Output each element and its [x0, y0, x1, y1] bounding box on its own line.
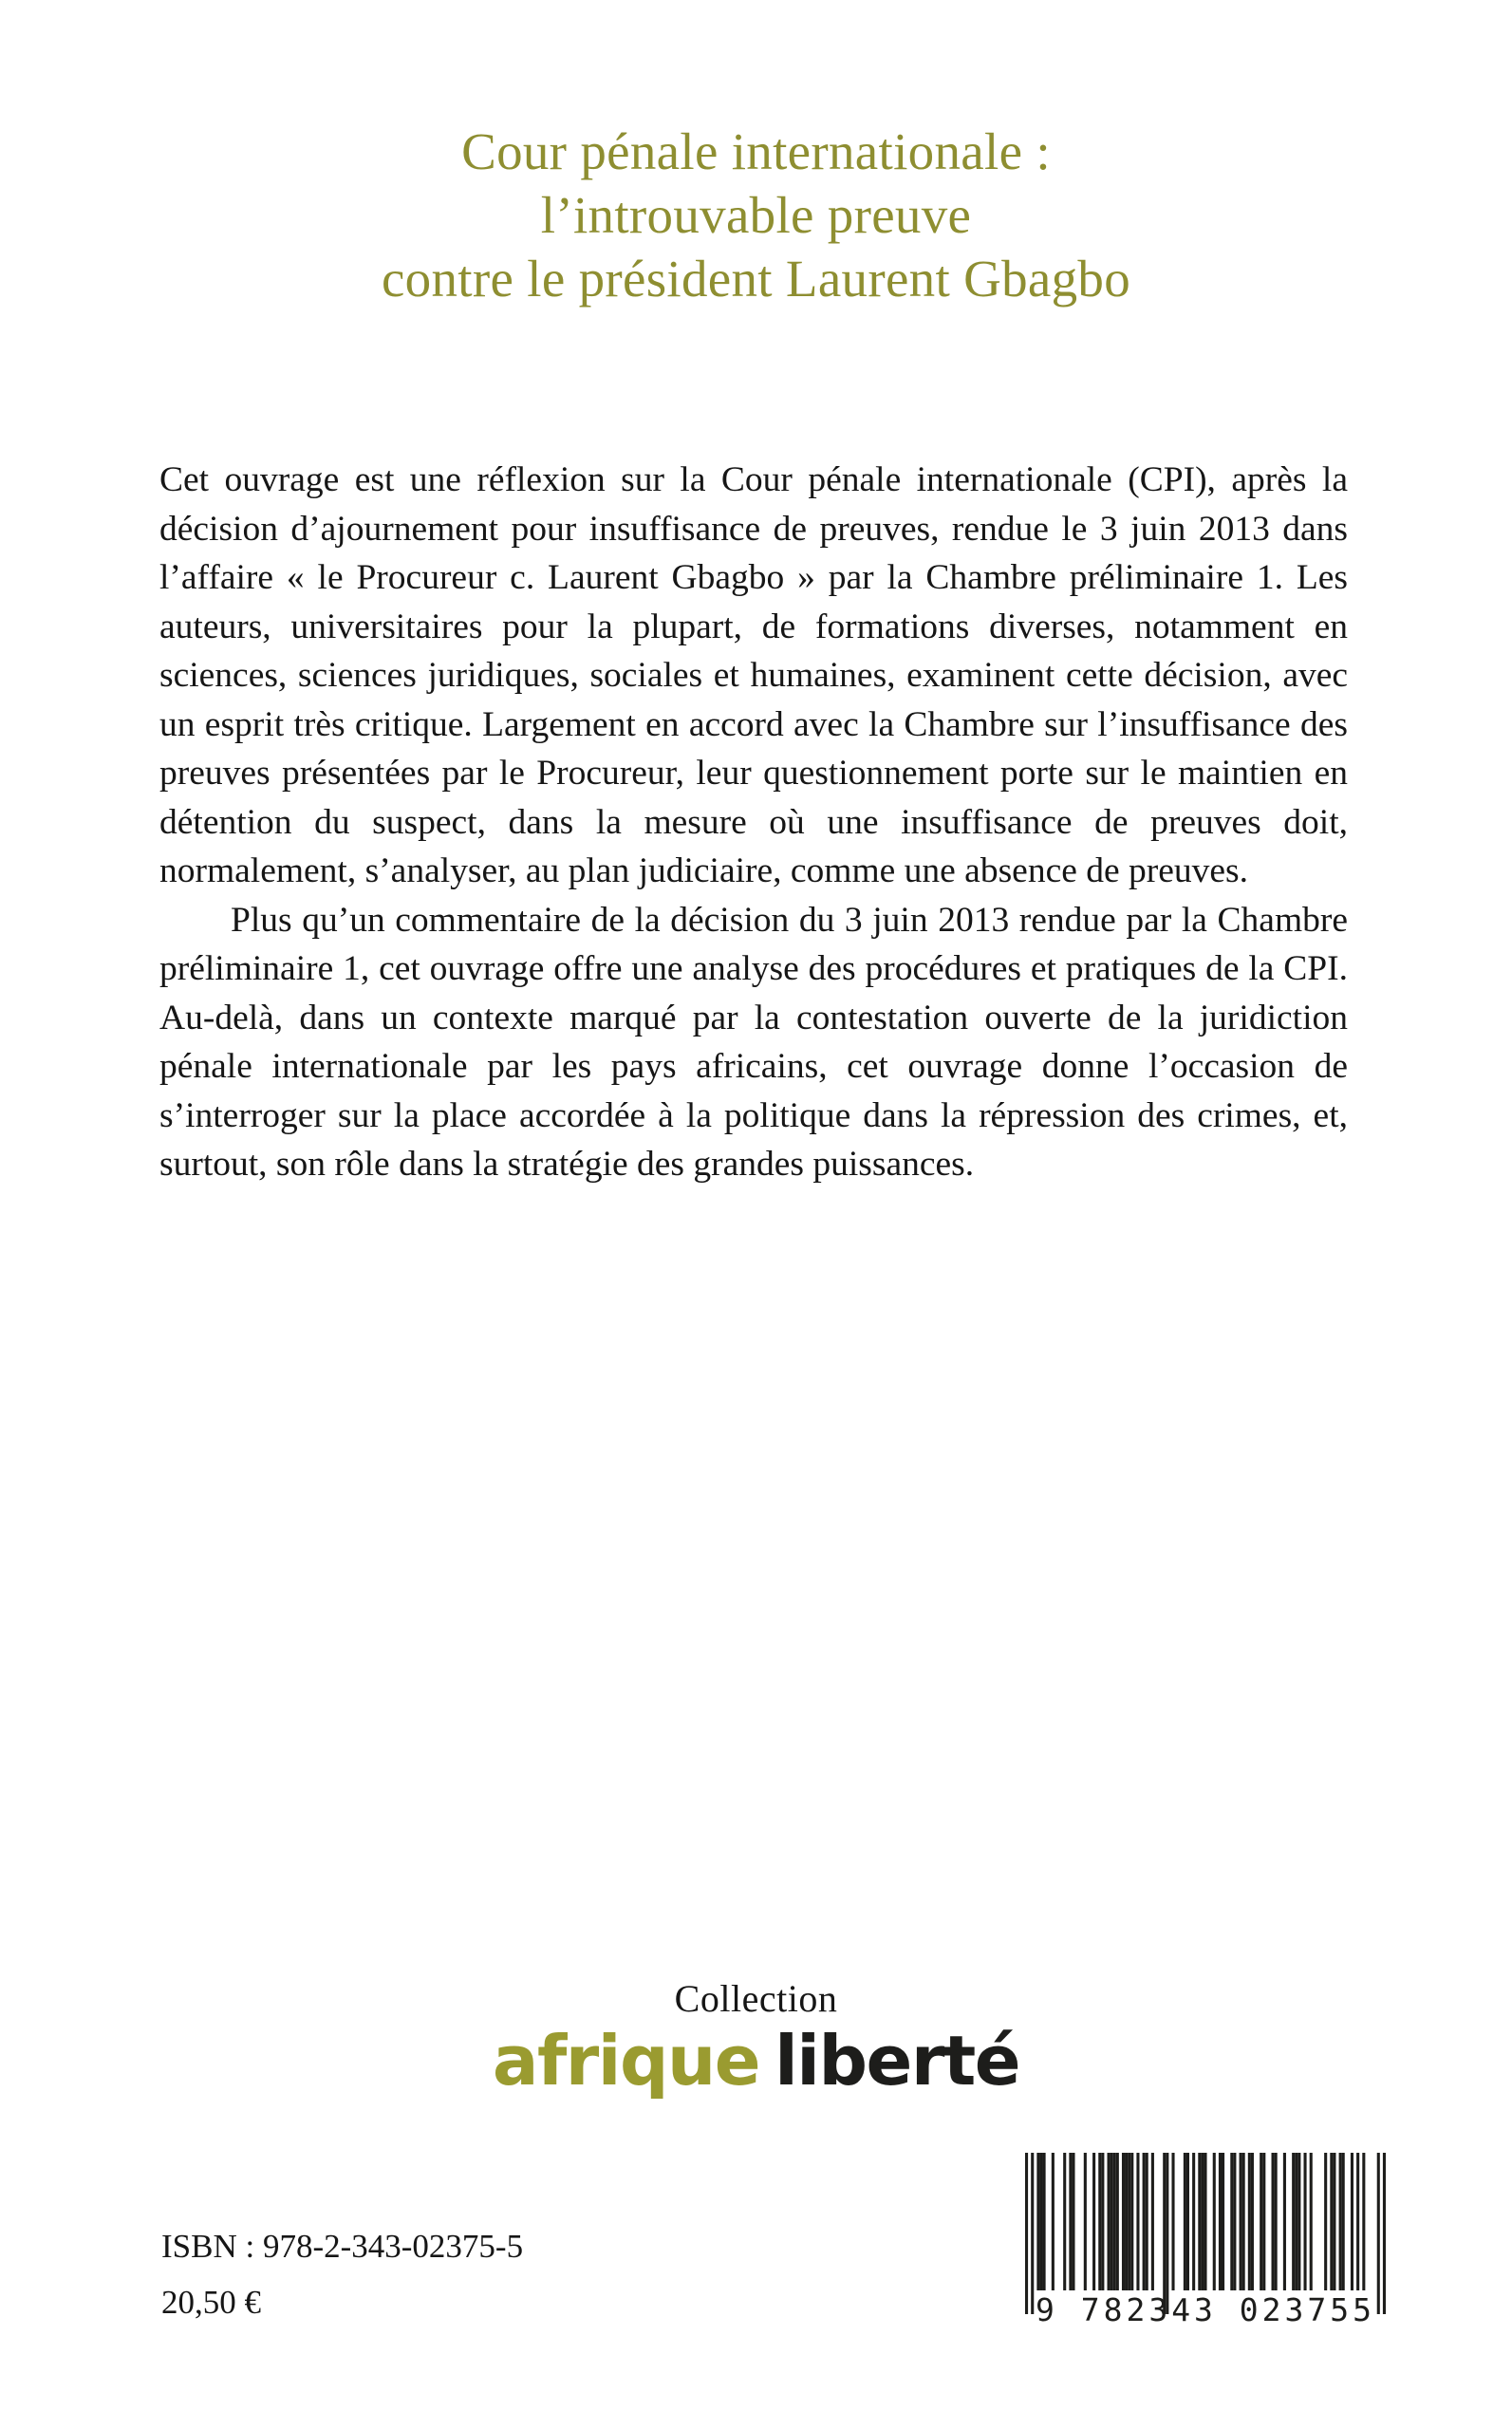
back-cover-blurb	[159, 456, 1348, 1189]
blurb-paragraph-2: Plus qu’un commentaire de la décision du 3 juin 2013 rendue par la Chambre préliminaire 1, cet ouvrage offre une analyse des procédures et pratiques de la CPI. Au-delà, dans un contexte marqué par la contestation ouverte de la juridiction pénale internationale par les pays africains, cet ouvrage donne l’occasion de s’interroger sur la place accordée à la politique dans la répression des crimes, et, surtout, son rôle dans la stratégie des grandes puissances.	[159, 900, 1348, 1184]
isbn-text: ISBN : 978-2-343-02375-5	[161, 2228, 524, 2265]
collection-logo-liberte: liberté	[775, 2021, 1020, 2101]
collection-logo-afrique: afrique	[492, 2021, 760, 2101]
book-title-line-1: Cour pénale internationale :	[461, 122, 1051, 180]
blurb-paragraph-1: Cet ouvrage est une réflexion sur la Cour pénale internationale (CPI), après la décision d’ajournement pour insuffisance de preuves, rendue le 3 juin 2013 dans l’affaire « le Procureur c. Laurent Gbagbo » par la Chambre préliminaire 1. Les auteurs, universitaires pour la plupart, de formations diverses, notamment en sciences, sciences juridiques, sociales et humaines, examinent cette décision, avec un esprit très critique. Largement en accord avec la Chambre sur l’insuffisance des preuves présentées par le Procureur, leur questionnement porte sur le maintien en détention du suspect, dans la mesure où une insuffisance de preuves doit, normalement, s’analyser, au plan judiciaire, comme une absence de preuves.	[159, 460, 1348, 890]
collection-label: Collection	[674, 1977, 838, 2020]
book-title-line-3: contre le président Laurent Gbagbo	[381, 250, 1131, 308]
barcode-digits: 9 782343 023755	[1035, 2291, 1375, 2328]
isbn-price-block	[161, 2218, 523, 2330]
collection-logo	[0, 2021, 1512, 2101]
barcode-bars	[1025, 2153, 1386, 2314]
ean13-barcode	[1025, 2153, 1386, 2314]
book-title-line-2: l’introuvable preuve	[540, 186, 972, 245]
price-text: 20,50 €	[161, 2284, 261, 2321]
book-title	[0, 120, 1512, 310]
